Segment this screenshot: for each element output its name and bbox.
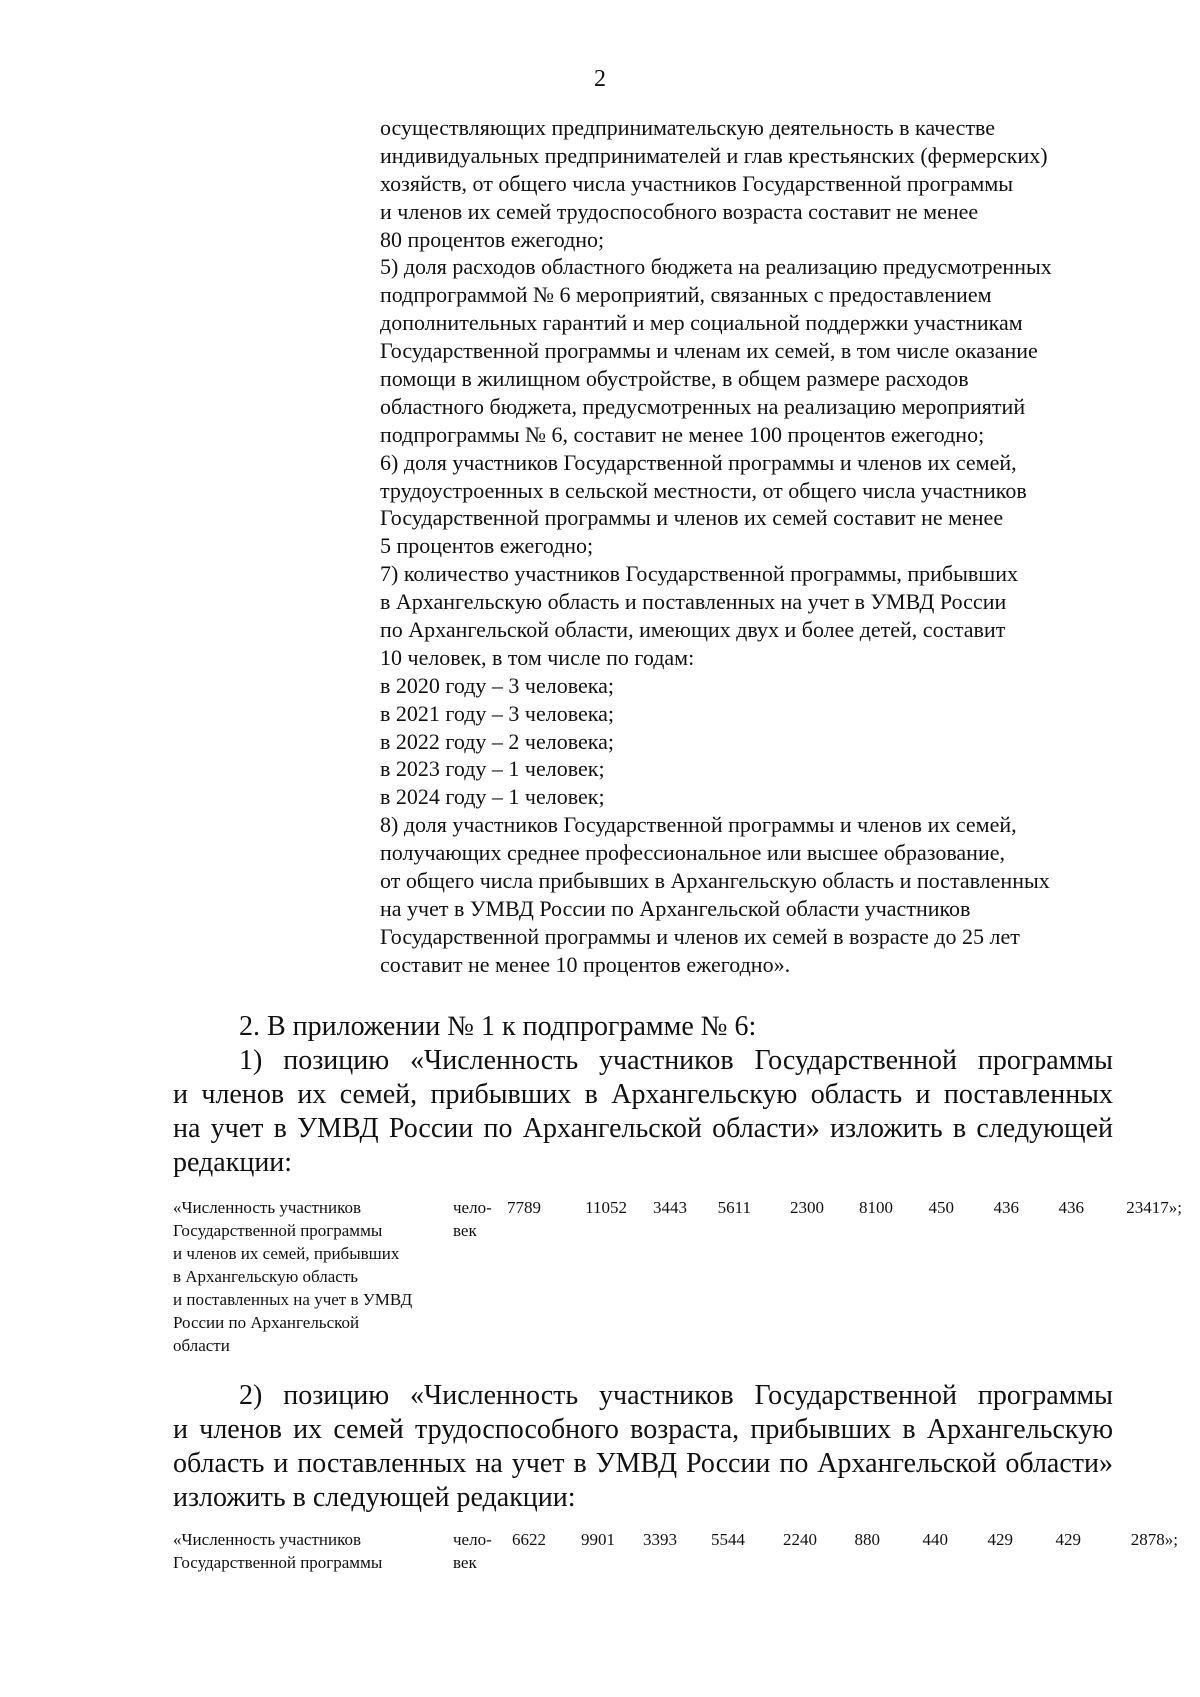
paragraph-line: область и поставленных на учет в УМВД России по Архангельской области» (173, 1448, 1113, 1479)
cell-value: 3443 (653, 1198, 687, 1217)
text-line: и членов их семей трудоспособного возраста составит не менее (380, 198, 979, 224)
cell-value: 8100 (859, 1198, 893, 1217)
text-line: 5 процентов ежегодно; (380, 533, 594, 559)
unit-line: чело- (453, 1198, 492, 1217)
text-line: от общего числа прибывших в Архангельскую область и поставленных (380, 868, 1050, 894)
item-1-paragraph (173, 1044, 1113, 1180)
item-2-paragraph (173, 1379, 1113, 1515)
row-unit (453, 1528, 503, 1574)
text-line: областного бюджета, предусмотренных на реализацию мероприятий (380, 393, 1026, 419)
text-line: в 2022 году – 2 человека; (380, 728, 614, 754)
text-line: на учет в УМВД России по Архангельской области участников (380, 895, 971, 921)
text-line: индивидуальных предпринимателей и глав крестьянских (фермерских) (380, 142, 1048, 168)
row-label (173, 1528, 473, 1574)
text-line: Государственной программы и членов их семей составит не менее (380, 505, 1004, 531)
text-line: составит не менее 10 процентов ежегодно». (380, 951, 791, 977)
text-line: в 2023 году – 1 человек; (380, 756, 605, 782)
cell-value: 3393 (643, 1530, 677, 1549)
cell-value: 880 (854, 1530, 880, 1549)
paragraph-line: изложить в следующей редакции: (173, 1482, 576, 1513)
page-number: 2 (594, 66, 606, 92)
continuation-text (380, 114, 1140, 979)
cell-value: 5611 (717, 1198, 751, 1217)
text-line: 8) доля участников Государственной программы и членов их семей, (380, 812, 1017, 838)
text-line: 80 процентов ежегодно; (380, 226, 605, 252)
label-line: России по Архангельской (173, 1313, 360, 1332)
text-line: осуществляющих предпринимательскую деятельность в качестве (380, 115, 996, 140)
text-line: хозяйств, от общего числа участников Государственной программы (380, 170, 1014, 196)
text-line: в Архангельскую область и поставленных на учет в УМВД России (380, 589, 1007, 615)
paragraph-line: на учет в УМВД России по Архангельской области» изложить в следующей (173, 1113, 1113, 1144)
paragraph-line: 2) позицию «Численность участников Государственной программы (239, 1380, 1113, 1411)
cell-value: 23417»; (1126, 1198, 1182, 1217)
cell-value: 9901 (581, 1530, 615, 1549)
label-line: и поставленных на учет в УМВД (173, 1290, 413, 1309)
text-line: подпрограммой № 6 мероприятий, связанных с предоставлением (380, 282, 992, 308)
text-line: 7) количество участников Государственной программы, прибывших (380, 561, 1018, 587)
paragraph-line: 1) позицию «Численность участников Государственной программы (239, 1045, 1113, 1076)
unit-line: век (453, 1221, 477, 1240)
unit-line: век (453, 1553, 477, 1572)
label-line: области (173, 1336, 230, 1355)
cell-value: 11052 (585, 1198, 627, 1217)
text-line: 10 человек, в том числе по годам: (380, 644, 695, 670)
cell-value: 450 (928, 1198, 954, 1217)
label-line: Государственной программы (173, 1221, 383, 1240)
label-line: в Архангельскую область (173, 1267, 358, 1286)
cell-value: 2300 (790, 1198, 824, 1217)
cell-value: 440 (922, 1530, 948, 1549)
label-line: «Численность участников (173, 1198, 362, 1217)
cell-value: 436 (1058, 1198, 1084, 1217)
section-heading: 2. В приложении № 1 к подпрограмме № 6: (239, 1011, 757, 1042)
paragraph-line: и членов их семей, прибывших в Архангельскую область и поставленных (173, 1079, 1113, 1110)
cell-value: 429 (987, 1530, 1013, 1549)
section-2-heading (173, 1010, 1113, 1044)
text-line: помощи в жилищном обустройстве, в общем размере расходов (380, 366, 969, 392)
text-line: Государственной программы и членов их семей в возрасте до 25 лет (380, 923, 1020, 949)
text-line: дополнительных гарантий и мер социальной поддержки участникам (380, 310, 1023, 336)
cell-value: 6622 (512, 1530, 546, 1549)
text-line: в 2024 году – 1 человек; (380, 784, 605, 810)
unit-line: чело- (453, 1530, 492, 1549)
row-unit (453, 1196, 503, 1242)
cell-value: 2240 (783, 1530, 817, 1549)
text-line: в 2021 году – 3 человека; (380, 700, 614, 726)
cell-value: 5544 (711, 1530, 745, 1549)
cell-value: 2878»; (1130, 1530, 1178, 1549)
text-line: 6) доля участников Государственной программы и членов их семей, (380, 449, 1017, 475)
text-line: получающих среднее профессиональное или высшее образование, (380, 840, 1005, 866)
paragraph-line: редакции: (173, 1147, 293, 1178)
text-line: по Архангельской области, имеющих двух и более детей, составит (380, 617, 1006, 643)
paragraph-line: и членов их семей трудоспособного возраста, прибывших в Архангельскую (173, 1414, 1113, 1445)
row-label (173, 1196, 473, 1357)
label-line: и членов их семей, прибывших (173, 1244, 400, 1263)
text-line: подпрограммы № 6, составит не менее 100 процентов ежегодно; (380, 421, 985, 447)
text-line: 5) доля расходов областного бюджета на реализацию предусмотренных (380, 254, 1052, 280)
cell-value: 436 (993, 1198, 1019, 1217)
text-line: в 2020 году – 3 человека; (380, 672, 614, 698)
label-line: «Численность участников (173, 1530, 362, 1549)
text-line: Государственной программы и членам их семей, в том числе оказание (380, 338, 1038, 364)
text-line: трудоустроенных в сельской местности, от общего числа участников (380, 477, 1027, 503)
cell-value: 429 (1055, 1530, 1081, 1549)
cell-value: 7789 (507, 1198, 541, 1217)
label-line: Государственной программы (173, 1553, 383, 1572)
